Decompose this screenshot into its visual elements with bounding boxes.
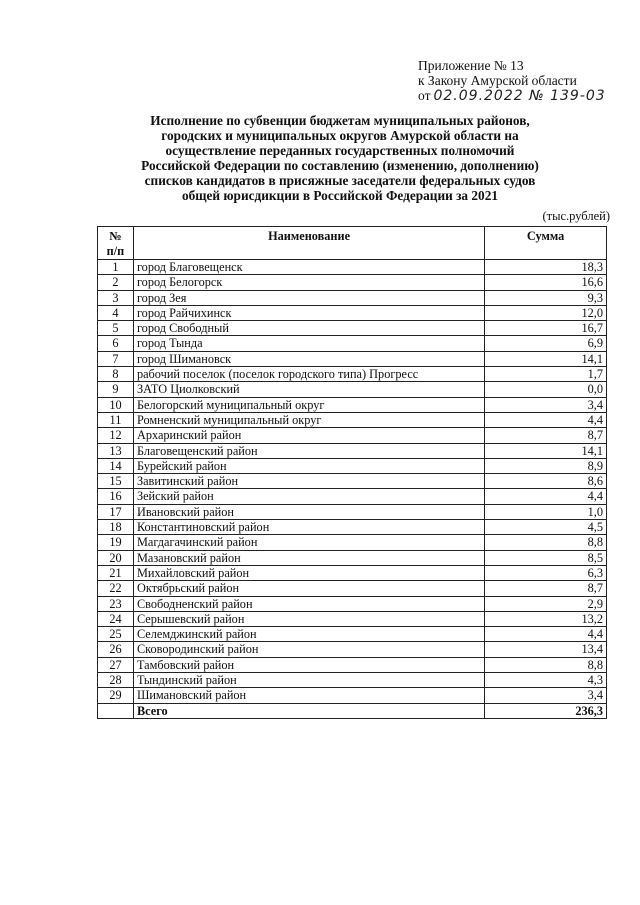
handwritten-date-number: 02.09.2022 № 139-03 bbox=[433, 88, 606, 104]
table-row bbox=[98, 673, 607, 688]
header-sum: Сумма bbox=[485, 227, 607, 260]
row-sum: 6,9 bbox=[485, 336, 607, 351]
total-name: Всего bbox=[133, 703, 484, 718]
row-sum: 8,6 bbox=[485, 474, 607, 489]
row-number: 2 bbox=[98, 275, 134, 290]
row-number: 10 bbox=[98, 397, 134, 412]
table-row bbox=[98, 275, 607, 290]
row-name: Серышевский район bbox=[133, 611, 484, 626]
row-number: 14 bbox=[98, 458, 134, 473]
row-sum: 8,8 bbox=[485, 535, 607, 550]
title-line: Исполнение по субвенции бюджетам муниципальных районов, bbox=[150, 113, 530, 128]
table-row bbox=[98, 336, 607, 351]
row-sum: 3,4 bbox=[485, 397, 607, 412]
table-row bbox=[98, 581, 607, 596]
row-number: 6 bbox=[98, 336, 134, 351]
table-row bbox=[98, 611, 607, 626]
total-sum: 236,3 bbox=[485, 703, 607, 718]
row-number: 8 bbox=[98, 367, 134, 382]
row-sum: 1,0 bbox=[485, 504, 607, 519]
row-number: 25 bbox=[98, 627, 134, 642]
table-row bbox=[98, 351, 607, 366]
header-number-line2: п/п bbox=[106, 244, 125, 258]
row-name: город Свободный bbox=[133, 321, 484, 336]
table-row bbox=[98, 474, 607, 489]
row-name: Архаринский район bbox=[133, 428, 484, 443]
table-row bbox=[98, 565, 607, 580]
title-line: городских и муниципальных округов Амурской области на bbox=[161, 128, 519, 143]
row-number: 29 bbox=[98, 688, 134, 703]
row-sum: 8,7 bbox=[485, 581, 607, 596]
row-number: 22 bbox=[98, 581, 134, 596]
row-sum: 16,7 bbox=[485, 321, 607, 336]
table-body bbox=[98, 260, 607, 719]
row-number: 17 bbox=[98, 504, 134, 519]
title-line: общей юрисдикции в Российской Федерации за 2021 bbox=[181, 188, 498, 203]
row-number: 16 bbox=[98, 489, 134, 504]
table-row bbox=[98, 443, 607, 458]
row-name: Шимановский район bbox=[133, 688, 484, 703]
total-number bbox=[98, 703, 134, 718]
row-name: Мазановский район bbox=[133, 550, 484, 565]
table-row bbox=[98, 489, 607, 504]
row-name: Тамбовский район bbox=[133, 657, 484, 672]
table-row bbox=[98, 642, 607, 657]
row-sum: 4,4 bbox=[485, 489, 607, 504]
row-sum: 2,9 bbox=[485, 596, 607, 611]
row-sum: 9,3 bbox=[485, 290, 607, 305]
appendix-law: к Закону Амурской области bbox=[418, 73, 577, 88]
title-line: Российской Федерации по составлению (изменению, дополнению) bbox=[141, 158, 539, 173]
row-number: 12 bbox=[98, 428, 134, 443]
row-number: 28 bbox=[98, 673, 134, 688]
row-number: 4 bbox=[98, 305, 134, 320]
row-name: Октябрьский район bbox=[133, 581, 484, 596]
row-number: 19 bbox=[98, 535, 134, 550]
title-line: списков кандидатов в присяжные заседатели федеральных судов bbox=[144, 173, 536, 188]
row-name: Сковородинский район bbox=[133, 642, 484, 657]
row-name: рабочий поселок (поселок городского типа) Прогресс bbox=[133, 367, 484, 382]
row-sum: 4,5 bbox=[485, 520, 607, 535]
row-number: 13 bbox=[98, 443, 134, 458]
row-sum: 14,1 bbox=[485, 351, 607, 366]
row-sum: 1,7 bbox=[485, 367, 607, 382]
units-label: (тыс.рублей) bbox=[542, 209, 610, 223]
table-row bbox=[98, 458, 607, 473]
row-name: город Шимановск bbox=[133, 351, 484, 366]
row-sum: 8,8 bbox=[485, 657, 607, 672]
row-number: 27 bbox=[98, 657, 134, 672]
table-total-row bbox=[98, 703, 607, 718]
row-sum: 8,9 bbox=[485, 458, 607, 473]
table-row bbox=[98, 657, 607, 672]
row-sum: 12,0 bbox=[485, 305, 607, 320]
row-name: город Тында bbox=[133, 336, 484, 351]
row-name: город Райчихинск bbox=[133, 305, 484, 320]
row-sum: 0,0 bbox=[485, 382, 607, 397]
row-number: 23 bbox=[98, 596, 134, 611]
table-row bbox=[98, 412, 607, 427]
table-row bbox=[98, 367, 607, 382]
table-row bbox=[98, 382, 607, 397]
table-row bbox=[98, 550, 607, 565]
row-number: 18 bbox=[98, 520, 134, 535]
table-row bbox=[98, 520, 607, 535]
row-number: 15 bbox=[98, 474, 134, 489]
budget-table bbox=[97, 226, 607, 719]
row-sum: 13,2 bbox=[485, 611, 607, 626]
row-sum: 4,4 bbox=[485, 412, 607, 427]
appendix-number: Приложение № 13 bbox=[418, 58, 524, 73]
row-name: город Белогорск bbox=[133, 275, 484, 290]
table-row bbox=[98, 290, 607, 305]
row-sum: 13,4 bbox=[485, 642, 607, 657]
row-name: Тындинский район bbox=[133, 673, 484, 688]
table-row bbox=[98, 397, 607, 412]
row-name: Благовещенский район bbox=[133, 443, 484, 458]
header-number-line1: № bbox=[109, 229, 122, 243]
row-name: Зейский район bbox=[133, 489, 484, 504]
row-name: Бурейский район bbox=[133, 458, 484, 473]
row-sum: 6,3 bbox=[485, 565, 607, 580]
table-row bbox=[98, 504, 607, 519]
row-sum: 4,4 bbox=[485, 627, 607, 642]
row-name: Завитинский район bbox=[133, 474, 484, 489]
row-number: 24 bbox=[98, 611, 134, 626]
table-row bbox=[98, 627, 607, 642]
row-sum: 18,3 bbox=[485, 260, 607, 275]
row-sum: 14,1 bbox=[485, 443, 607, 458]
appendix-date-line bbox=[418, 88, 628, 104]
row-number: 1 bbox=[98, 260, 134, 275]
row-number: 11 bbox=[98, 412, 134, 427]
row-sum: 3,4 bbox=[485, 688, 607, 703]
row-sum: 8,7 bbox=[485, 428, 607, 443]
row-name: ЗАТО Циолковский bbox=[133, 382, 484, 397]
table-row bbox=[98, 428, 607, 443]
row-name: Белогорский муниципальный округ bbox=[133, 397, 484, 412]
row-sum: 4,3 bbox=[485, 673, 607, 688]
row-number: 9 bbox=[98, 382, 134, 397]
table-header-row bbox=[98, 227, 607, 260]
table-row bbox=[98, 260, 607, 275]
row-name: Селемджинский район bbox=[133, 627, 484, 642]
table-row bbox=[98, 688, 607, 703]
row-sum: 16,6 bbox=[485, 275, 607, 290]
row-name: Свободненский район bbox=[133, 596, 484, 611]
header-number bbox=[98, 227, 134, 260]
appendix-block bbox=[418, 58, 628, 104]
row-number: 26 bbox=[98, 642, 134, 657]
title-line: осуществление переданных государственных полномочий bbox=[165, 143, 515, 158]
row-sum: 8,5 bbox=[485, 550, 607, 565]
row-name: Ивановский район bbox=[133, 504, 484, 519]
table-row bbox=[98, 321, 607, 336]
table-row bbox=[98, 305, 607, 320]
row-number: 20 bbox=[98, 550, 134, 565]
row-name: Магдагачинский район bbox=[133, 535, 484, 550]
appendix-date-prefix: от bbox=[418, 88, 431, 103]
row-number: 7 bbox=[98, 351, 134, 366]
table-row bbox=[98, 596, 607, 611]
row-name: Константиновский район bbox=[133, 520, 484, 535]
document-title bbox=[100, 113, 580, 203]
row-name: город Зея bbox=[133, 290, 484, 305]
row-number: 21 bbox=[98, 565, 134, 580]
row-number: 3 bbox=[98, 290, 134, 305]
table-row bbox=[98, 535, 607, 550]
row-name: Михайловский район bbox=[133, 565, 484, 580]
header-name: Наименование bbox=[133, 227, 484, 260]
row-name: город Благовещенск bbox=[133, 260, 484, 275]
row-number: 5 bbox=[98, 321, 134, 336]
row-name: Ромненский муниципальный округ bbox=[133, 412, 484, 427]
